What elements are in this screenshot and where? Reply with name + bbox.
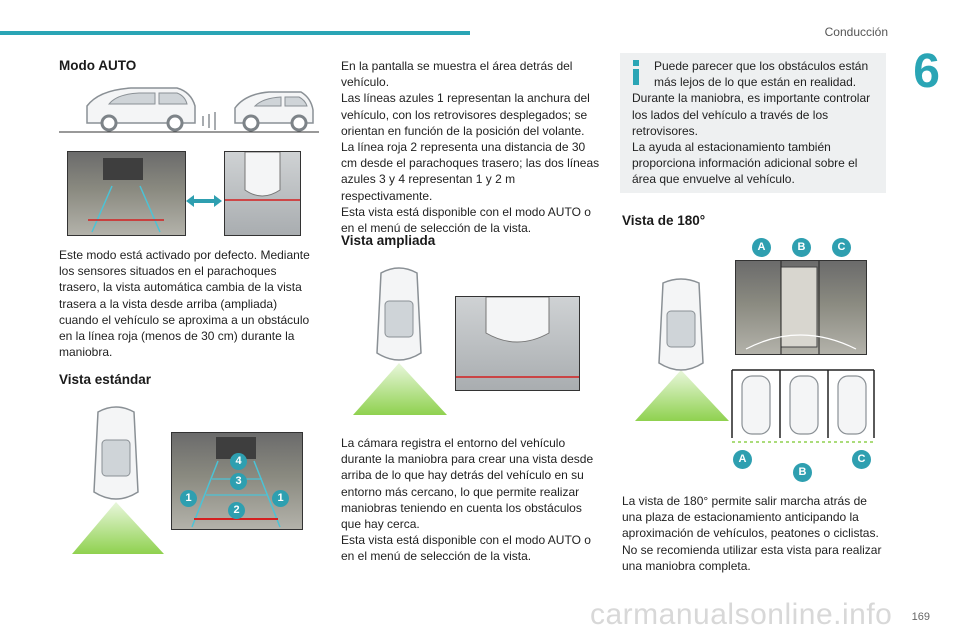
car-approach-illustration	[59, 78, 319, 136]
intro-line-4: Esta vista está disponible con el modo AUTO o en el menú de selección de la vista.	[341, 204, 591, 236]
rear-camera-view	[67, 151, 186, 236]
info-line-1: Puede parecer que los obstáculos están más lejos de lo que están en realidad.	[654, 59, 869, 90]
heading-vista-estandar: Vista estándar	[59, 372, 152, 387]
badge-3: 3	[230, 473, 247, 490]
zoom-view-description	[341, 435, 604, 565]
info-box-text	[632, 58, 876, 188]
badge-a-bottom: A	[733, 450, 752, 469]
double-arrow-icon	[184, 194, 224, 208]
zoom-car-icon	[456, 297, 579, 390]
header-accent-bar	[0, 31, 470, 35]
heading-modo-auto: Modo AUTO	[59, 58, 137, 73]
intro-line-1: En la pantalla se muestra el área detrás del vehículo.	[341, 59, 573, 90]
180-view-camera	[735, 260, 867, 355]
info-line-2: Durante la maniobra, es importante controlar los lados del vehículo a través de los retrovisores.	[632, 91, 871, 138]
zoom-line-1: La cámara registra el entorno del vehículo durante la maniobra para crear una vista desde arriba de lo que hay detrás del vehículo en su entorno más cercano, lo que permite realizar maniobras teniendo en cuenta los obstáculos que hay cerca.	[341, 436, 594, 532]
zoom-line-2: Esta vista está disponible con el modo AUTO o en el menú de selección de la vista.	[341, 533, 591, 564]
parking-diagram	[730, 368, 876, 446]
top-view-car-icon	[225, 152, 300, 235]
badge-a-top: A	[752, 238, 771, 257]
badge-1-left: 1	[180, 490, 197, 507]
info-line-3: La ayuda al estacionamiento también proporciona información adicional sobre el área que envuelve al vehículo.	[632, 140, 858, 187]
page-number: 169	[911, 611, 930, 623]
badge-b-bottom: B	[793, 463, 812, 482]
chapter-number: 6	[913, 45, 940, 98]
intro-line-2: Las líneas azules 1 representan la anchura del vehículo, con los retrovisores desplegados; se orientan en función de la posición del volante.	[341, 91, 590, 138]
badge-2: 2	[228, 502, 245, 519]
180-line-2: No se recomienda utilizar esta vista para realizar una maniobra completa.	[622, 542, 882, 573]
guide-lines	[68, 152, 185, 235]
top-view-camera	[224, 151, 301, 236]
car-top-with-cone	[60, 402, 170, 557]
badge-c-bottom: C	[852, 450, 871, 469]
badge-4: 4	[230, 453, 247, 470]
180-split-view	[736, 261, 866, 354]
badge-c-top: C	[832, 238, 851, 257]
car-top-zoom-cone	[343, 263, 455, 418]
rear-view-description	[341, 58, 604, 236]
intro-line-3: La línea roja 2 representa una distancia de 30 cm desde el parachoques trasero; las dos líneas azules 3 y 4 representan 1 y 2 m respectivamente.	[341, 140, 600, 203]
car-top-180-cone	[625, 275, 737, 425]
auto-mode-paragraph: Este modo está activado por defecto. Mediante los sensores situados en el parachoques trasero, la vista automática cambia de la vista trasera a la vista desde arriba (ampliada) cuando el vehículo se aproxima a un obstáculo en la línea roja (menos de 30 cm) durante la maniobra.	[59, 248, 310, 360]
zoom-view-camera	[455, 296, 580, 391]
badge-1-right: 1	[272, 490, 289, 507]
watermark: carmanualsonline.info	[590, 598, 893, 631]
badge-b-top: B	[792, 238, 811, 257]
180-view-description	[622, 493, 886, 574]
heading-vista-180: Vista de 180°	[622, 213, 706, 228]
section-title: Conducción	[824, 25, 888, 39]
180-line-1: La vista de 180° permite salir marcha atrás de una plaza de estacionamiento anticipando la aproximación de vehículos, peatones o ciclistas.	[622, 494, 879, 541]
heading-vista-ampliada: Vista ampliada	[341, 233, 436, 248]
